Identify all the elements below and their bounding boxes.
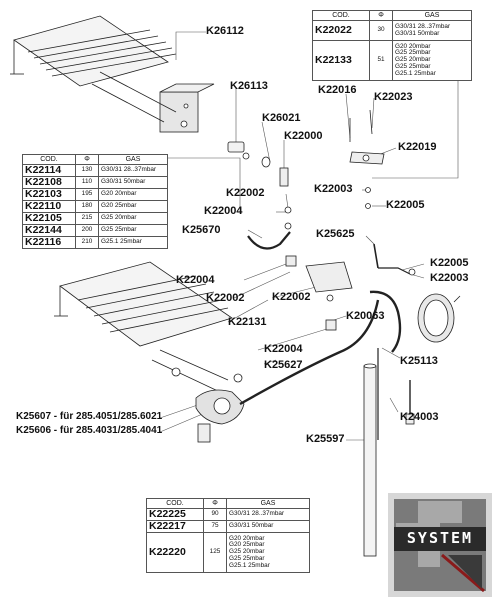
part-label-k22004: K22004 <box>204 205 243 217</box>
part-label-k26113: K26113 <box>230 80 268 92</box>
part-code: K22225 <box>147 509 204 521</box>
part-label-k22003: K22003 <box>314 183 353 195</box>
col-header-code: COD. <box>147 499 204 509</box>
part-label-k25670: K25670 <box>182 224 221 236</box>
part-label-k25113: K25113 <box>400 355 438 367</box>
part-code: K22116 <box>23 237 76 249</box>
part-code: K22108 <box>23 177 76 189</box>
part-code: K22114 <box>23 165 76 177</box>
diameter-value: 210 <box>76 237 99 249</box>
col-header-gas: GAS <box>227 499 310 509</box>
part-label-k25597: K25597 <box>306 433 345 445</box>
gas-value: G20 20mbar <box>99 189 168 201</box>
part-code: K22022 <box>313 21 370 41</box>
part-label-k26112: K26112 <box>206 25 244 37</box>
table-row <box>147 521 310 533</box>
col-header-code: COD. <box>313 11 370 21</box>
part-label-k25625: K25625 <box>316 228 355 240</box>
gas-value: G30/31 28..37mbar <box>227 509 310 521</box>
col-header-gas: GAS <box>99 155 168 165</box>
spec-table-left <box>22 154 168 249</box>
diameter-value: 215 <box>76 213 99 225</box>
part-code: K22220 <box>147 533 204 573</box>
part-label-k25627: K25627 <box>264 359 303 371</box>
part-code: K22133 <box>313 41 370 81</box>
gas-value: G30/31 28..37mbar <box>99 165 168 177</box>
part-label-k20063: K20063 <box>346 310 385 322</box>
part-label-k22131: K22131 <box>228 316 267 328</box>
part-label-k22002: K22002 <box>272 291 311 303</box>
part-label-k24003: K24003 <box>400 411 439 423</box>
part-label-k22004: K22004 <box>176 274 215 286</box>
table-row <box>23 237 168 249</box>
part-label-k22005: K22005 <box>430 257 469 269</box>
spec-table-bottom <box>146 498 310 573</box>
diameter-value: 200 <box>76 225 99 237</box>
col-header-diameter: Φ <box>370 11 393 21</box>
table-row <box>313 21 472 41</box>
part-code: K22217 <box>147 521 204 533</box>
part-label-k22002: K22002 <box>226 187 265 199</box>
table-row <box>23 201 168 213</box>
diameter-value: 130 <box>76 165 99 177</box>
diameter-value: 90 <box>204 509 227 521</box>
part-label-k22005: K22005 <box>386 199 425 211</box>
diameter-value: 180 <box>76 201 99 213</box>
part-label-k22023: K22023 <box>374 91 413 103</box>
part-label-k22003: K22003 <box>430 272 469 284</box>
part-code: K22110 <box>23 201 76 213</box>
gas-value: G25 20mbar <box>99 213 168 225</box>
table-row <box>23 165 168 177</box>
table-row <box>23 225 168 237</box>
col-header-diameter: Φ <box>204 499 227 509</box>
col-header-code: COD. <box>23 155 76 165</box>
logo-wordmark: SYSTEM <box>406 529 474 547</box>
diameter-value: 75 <box>204 521 227 533</box>
gas-value: G20 20mbar G25 25mbar G25 20mbar G25 25mbar G25.1 25mbar <box>393 41 472 81</box>
gas-value: G25.1 25mbar <box>99 237 168 249</box>
diameter-value: 110 <box>76 177 99 189</box>
gas-value: G20 20mbar G20 25mbar G25 20mbar G25 25mbar G25.1 25mbar <box>227 533 310 573</box>
gas-value: G20 25mbar <box>99 201 168 213</box>
spec-table-top-right <box>312 10 472 81</box>
part-label-k22002: K22002 <box>206 292 245 304</box>
part-code: K22144 <box>23 225 76 237</box>
diameter-value: 51 <box>370 41 393 81</box>
diameter-value: 125 <box>204 533 227 573</box>
table-row <box>147 509 310 521</box>
gas-value: G25 25mbar <box>99 225 168 237</box>
gas-value: G30/31 50mbar <box>227 521 310 533</box>
gas-value: G30/31 28..37mbar G30/31 50mbar <box>393 21 472 41</box>
part-label-k22016: K22016 <box>318 84 357 96</box>
table-row <box>23 189 168 201</box>
table-row <box>147 533 310 573</box>
table-row <box>313 41 472 81</box>
part-code: K22103 <box>23 189 76 201</box>
part-code: K22105 <box>23 213 76 225</box>
table-row <box>23 177 168 189</box>
part-label-k22000: K22000 <box>284 130 323 142</box>
model-note-k25606: K25606 - für 285.4031/285.4041 <box>16 425 163 436</box>
small-parts-drawing <box>228 110 415 330</box>
gas-value: G30/31 50mbar <box>99 177 168 189</box>
table-row <box>23 213 168 225</box>
col-header-diameter: Φ <box>76 155 99 165</box>
col-header-gas: GAS <box>393 11 472 21</box>
diameter-value: 195 <box>76 189 99 201</box>
model-note-k25607: K25607 - für 285.4051/285.6021 <box>16 411 163 422</box>
part-label-k22004: K22004 <box>264 343 303 355</box>
part-label-k22019: K22019 <box>398 141 437 153</box>
diameter-value: 30 <box>370 21 393 41</box>
upper-burner-drawing <box>10 16 214 132</box>
part-label-k26021: K26021 <box>262 112 301 124</box>
